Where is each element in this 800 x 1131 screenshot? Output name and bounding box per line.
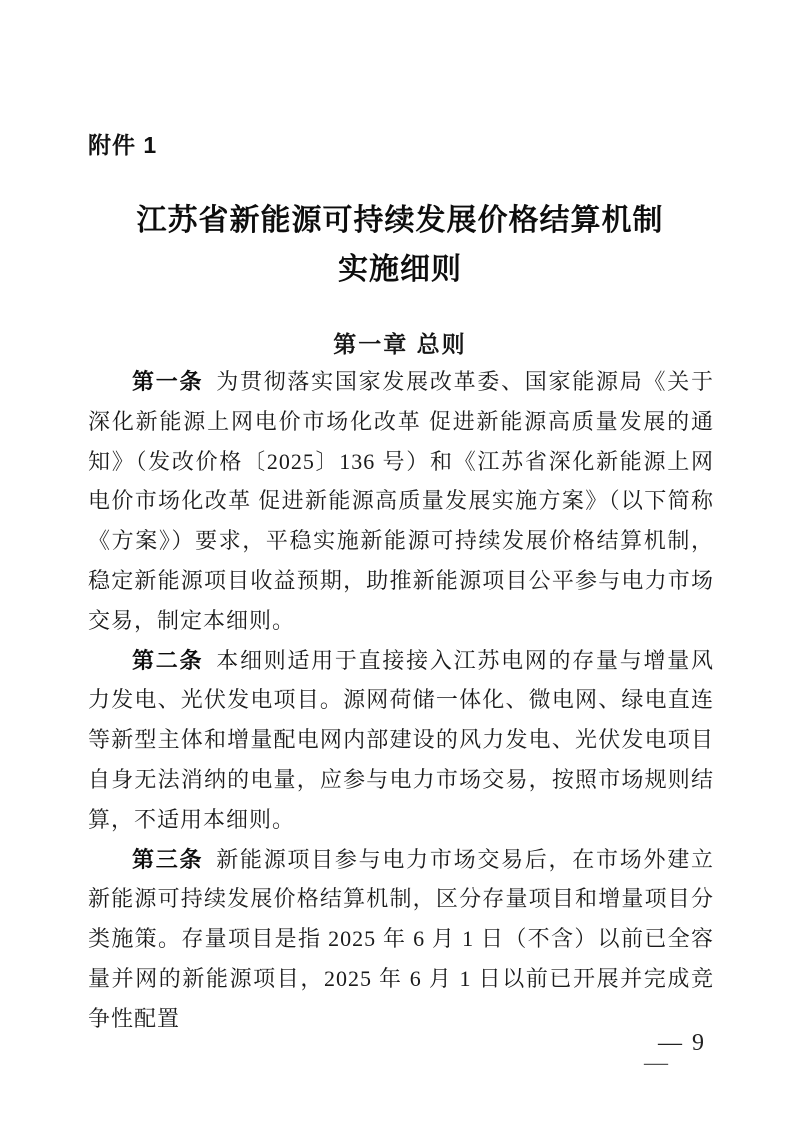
paragraph-article-3 xyxy=(88,840,714,1039)
document-title-line-2: 实施细则 xyxy=(338,253,462,286)
document-title-line-1: 江苏省新能源可持续发展价格结算机制 xyxy=(136,204,664,237)
attachment-label: 附件 1 xyxy=(88,132,158,158)
chapter-heading: 第一章 总则 xyxy=(333,331,467,357)
paragraph-article-1-text: 为贯彻落实国家发展改革委、国家能源局《关于深化新能源上网电价市场化改革 促进新能源高质量发展的通知》（发改价格〔2025〕136 号）和《江苏省深化新能源上网电价市场化改革 促进新能源高质量发展实施方案》（以下简称《方案》）要求，平稳实施新能源可持续发展价格结算机制，稳定新能源项目收益预期，助推新能源项目公平参与电力市场交易，制定本细则。 xyxy=(88,369,714,633)
paragraph-article-2 xyxy=(88,641,714,840)
paragraph-article-2-text: 本细则适用于直接接入江苏电网的存量与增量风力发电、光伏发电项目。源网荷储一体化、微电网、绿电直连等新型主体和增量配电网内部建设的风力发电、光伏发电项目自身无法消纳的电量，应参与电力市场交易，按照市场规则结算，不适用本细则。 xyxy=(88,647,714,832)
paragraph-article-3-text: 新能源项目参与电力市场交易后，在市场外建立新能源可持续发展价格结算机制，区分存量项目和增量项目分类施策。存量项目是指 2025 年 6 月 1 日（不含）以前已全容量并网的新能源项目，2025 年 6 月 1 日以前已开展并完成竞争性配置 xyxy=(88,846,714,1031)
paragraph-article-2-lead: 第二条 xyxy=(132,647,204,673)
document-title xyxy=(0,196,800,294)
page-number: — 9 xyxy=(658,1030,706,1056)
paragraph-article-1-lead: 第一条 xyxy=(132,369,204,394)
page-number-trailing-dash: — xyxy=(644,1050,668,1076)
paragraph-article-1 xyxy=(88,362,714,641)
paragraph-article-3-lead: 第三条 xyxy=(132,846,204,872)
document-body xyxy=(88,362,714,1039)
